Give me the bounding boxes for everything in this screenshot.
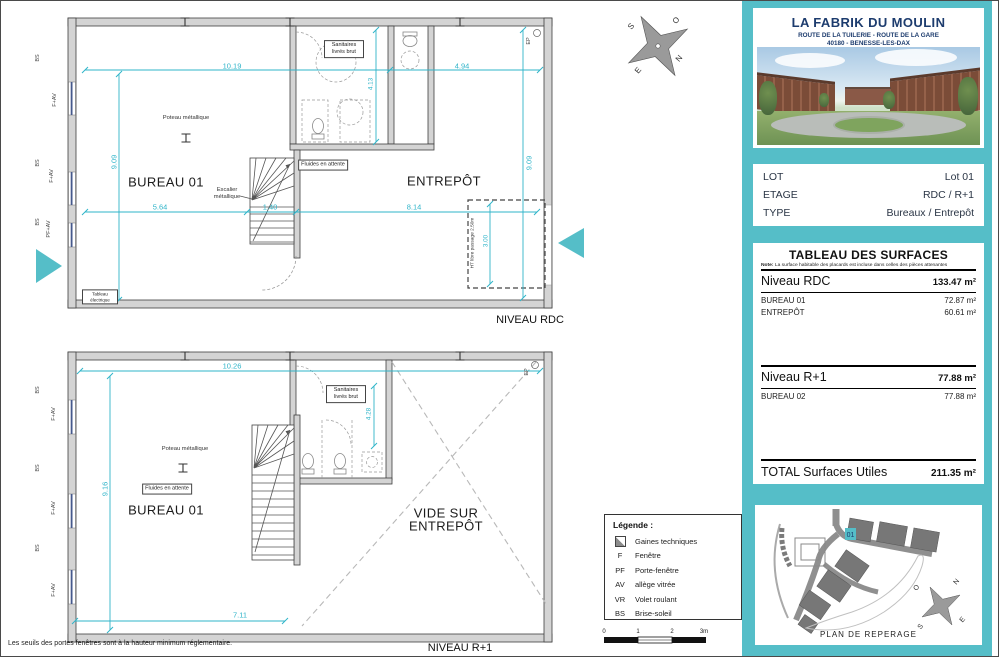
r1-ep-label: EP	[524, 368, 530, 376]
r1-fav-label-1: F+AV	[51, 407, 57, 421]
etage-value: RDC / R+1	[922, 189, 974, 201]
total-value: 211.35 m²	[930, 468, 976, 479]
rdc-door-arc	[262, 256, 296, 290]
rdc-entry-arrow-right	[558, 228, 584, 258]
surfaces-title: TABLEAU DES SURFACES	[788, 248, 949, 262]
rdc-sanitaires-label: Sanitaires livrés brut	[324, 40, 364, 58]
legend-item-allege-vitree	[605, 578, 741, 593]
cloud	[775, 53, 845, 68]
rdc-pfav-label: PF+AV	[46, 220, 52, 238]
section-r1-name: Niveau R+1	[761, 370, 827, 384]
tree	[759, 81, 777, 115]
project-address	[753, 32, 984, 48]
r1-windows	[69, 400, 76, 604]
green-island	[835, 118, 903, 132]
r1-dim-bottom: 7.11	[232, 610, 248, 620]
r1-caption: NIVEAU R+1	[427, 642, 493, 654]
r1-bs-label-2: BS	[35, 464, 41, 472]
legend-item-label: Volet roulant	[635, 594, 677, 604]
r1-bs-label-3: BS	[35, 544, 41, 552]
r1-dim-ticks	[72, 368, 543, 633]
site-compass-e: E	[958, 615, 968, 625]
footer-note: Les seuils des portes fenêtres sont à la hauteur minimum réglementaire.	[8, 640, 233, 647]
rdc-room-bureau01: BUREAU 01	[128, 174, 204, 190]
rdc-tableau-electrique-label: Tableau électrique	[82, 289, 118, 304]
scale-tick-0: 0	[602, 629, 606, 635]
project-render-photo	[757, 47, 980, 145]
scale-tick-3: 3m	[699, 629, 709, 635]
compass-letter-o: O	[670, 15, 682, 26]
rdc-ep-pipe	[534, 30, 541, 37]
row-value: 72.87 m²	[944, 296, 976, 305]
gaines-techniques-icon	[615, 536, 626, 547]
surfaces-note-prefix: Note:	[761, 263, 774, 268]
site-parking-strip	[782, 528, 790, 566]
legend-item-label: Fenêtre	[635, 551, 661, 561]
rdc-ep-label: EP	[526, 37, 532, 45]
r1-dim-sanit: 4.28	[365, 407, 373, 421]
section-rdc-rows	[761, 295, 976, 319]
project-address-line1: ROUTE DE LA TUILERIE - ROUTE DE LA GARE	[798, 32, 939, 39]
row-value: 77.88 m²	[944, 392, 976, 401]
rdc-dim-left: 9.09	[109, 154, 119, 170]
r1-sanitaires-label: Sanitaires livrés brut	[326, 385, 366, 403]
rdc-ht-passage-label: HT libre passage 2.50m	[470, 217, 476, 269]
scale-tick-2: 2	[670, 629, 674, 635]
r1-fluides-label: Fluides en attente	[142, 484, 192, 495]
project-header	[753, 8, 984, 148]
rdc-dim-door: 3.00	[482, 234, 490, 248]
r1-fav-label-2: F+AV	[51, 501, 57, 515]
info-panel	[742, 0, 992, 657]
legend-abbr: PF	[615, 565, 625, 575]
scale-tick-1: 1	[636, 629, 640, 635]
legend-item-gaines	[605, 534, 741, 549]
etage-label: ETAGE	[763, 189, 798, 201]
rdc-fluides-label: Fluides en attente	[298, 160, 348, 171]
r1-wc	[302, 454, 346, 475]
rdc-escalier-label: Escalier métallique	[213, 187, 241, 200]
site-compass-s: S	[916, 622, 926, 632]
section-rdc-name: Niveau RDC	[761, 274, 831, 288]
rdc-dim-top2: 4.94	[454, 61, 470, 71]
site-compass-o: O	[912, 583, 922, 593]
legend-abbr: F	[617, 551, 623, 561]
lot-label: LOT	[763, 171, 784, 183]
row-label: BUREAU 01	[761, 296, 806, 305]
legend-item-volet-roulant	[605, 592, 741, 607]
tree	[958, 77, 978, 115]
compass-letter-s: S	[625, 21, 637, 32]
rdc-bs-label-3: BS	[35, 218, 41, 226]
rdc-entry-arrow-left	[36, 249, 62, 283]
r1-vide-line1: VIDE SUR	[413, 505, 479, 521]
highlighted-lot-tag: 01	[846, 532, 855, 539]
section-r1-rows	[761, 391, 976, 403]
row-value: 60.61 m²	[944, 308, 976, 317]
legend-item-brise-soleil	[605, 607, 741, 622]
compass-letter-n: N	[673, 53, 685, 64]
rdc-fav-label-2: F+AV	[49, 169, 55, 183]
r1-sanitaires-fixtures	[296, 366, 382, 478]
compass-letter-e: E	[632, 65, 644, 76]
r1-dim-lines	[75, 371, 540, 630]
legend-title: Légende :	[613, 520, 654, 530]
table-row	[761, 307, 976, 319]
legend-item-label: allège vitrée	[635, 580, 676, 590]
r1-dim-top: 10.26	[222, 361, 242, 371]
project-title: LA FABRIK DU MOULIN	[791, 15, 946, 30]
r1-walls	[68, 352, 552, 642]
lot-info-box	[753, 164, 984, 226]
legend-abbr: VR	[614, 594, 626, 604]
legend-abbr: BS	[614, 609, 625, 619]
section-rdc-header	[761, 269, 976, 293]
project-address-line2: 40180 - BENESSE-LES-DAX	[827, 40, 910, 48]
r1-vide-line2: ENTREPÔT	[409, 518, 483, 534]
site-compass-rose	[912, 578, 967, 631]
legend-item-fenetre	[605, 549, 741, 564]
compass-rose	[626, 15, 687, 75]
legend-abbr: AV	[615, 580, 625, 590]
tree	[819, 93, 829, 107]
legend-item-label: Porte-fenêtre	[635, 565, 679, 575]
rdc-sectional-door-zone	[468, 200, 545, 288]
type-row	[763, 207, 974, 219]
rdc-dim-sanit: 4.13	[367, 77, 375, 91]
type-label: TYPE	[763, 207, 791, 219]
legend-item-label: Gaines techniques	[635, 536, 698, 546]
rdc-dim-mid3: 8.14	[406, 202, 422, 212]
type-value: Bureaux / Entrepôt	[886, 207, 974, 219]
rdc-dim-right: 9.09	[524, 155, 534, 171]
site-location-box	[755, 505, 982, 645]
rdc-columns	[181, 18, 465, 142]
surfaces-note-text: La surface habitable des placards est incluse dans celles des pièces attenantes	[773, 263, 948, 268]
surfaces-total-row	[761, 459, 976, 479]
table-row	[761, 295, 976, 307]
cloud	[875, 49, 957, 66]
rdc-stair	[240, 158, 294, 244]
surfaces-table	[753, 243, 984, 484]
r1-fav-label-3: F+AV	[51, 583, 57, 597]
rdc-dim-mid1: 5.64	[152, 202, 168, 212]
site-road-west	[775, 524, 788, 618]
rdc-poteau-label: Poteau métallique	[162, 115, 210, 121]
section-r1-total: 77.88 m²	[937, 373, 976, 384]
r1-stair	[252, 425, 294, 560]
r1-bs-label-1: BS	[35, 386, 41, 394]
r1-poteau-label: Poteau métallique	[161, 446, 209, 452]
section-rdc-total: 133.47 m²	[932, 277, 976, 288]
legend-item-porte-fenetre	[605, 563, 741, 578]
r1-columns	[179, 352, 465, 472]
row-label: BUREAU 02	[761, 392, 806, 401]
etage-row	[763, 189, 974, 201]
site-compass-n: N	[952, 577, 962, 587]
rdc-bs-label-1: BS	[35, 54, 41, 62]
row-label: ENTREPÔT	[761, 308, 805, 317]
legend-box	[604, 514, 742, 620]
r1-room-bureau01: BUREAU 01	[128, 502, 204, 518]
tree	[883, 91, 895, 109]
lot-row	[763, 171, 974, 183]
site-plan-caption: PLAN DE REPERAGE	[820, 630, 917, 639]
lot-value: Lot 01	[944, 171, 974, 183]
rdc-dim-top: 10.19	[222, 61, 242, 71]
rdc-caption: NIVEAU RDC	[496, 314, 564, 326]
table-row	[761, 391, 976, 403]
rdc-dim-mid2: 1.40	[262, 202, 278, 212]
site-plan	[755, 505, 982, 645]
surfaces-note	[761, 263, 976, 268]
rdc-fav-label-1: F+AV	[52, 93, 58, 107]
rdc-room-entrepot: ENTREPÔT	[407, 173, 481, 189]
rdc-bs-label-2: BS	[35, 159, 41, 167]
legend-item-label: Brise-soleil	[635, 609, 672, 619]
total-label: TOTAL Surfaces Utiles	[761, 465, 888, 479]
r1-dim-left: 9.16	[100, 481, 110, 497]
section-r1-header	[761, 365, 976, 389]
scale-bar	[602, 629, 708, 643]
